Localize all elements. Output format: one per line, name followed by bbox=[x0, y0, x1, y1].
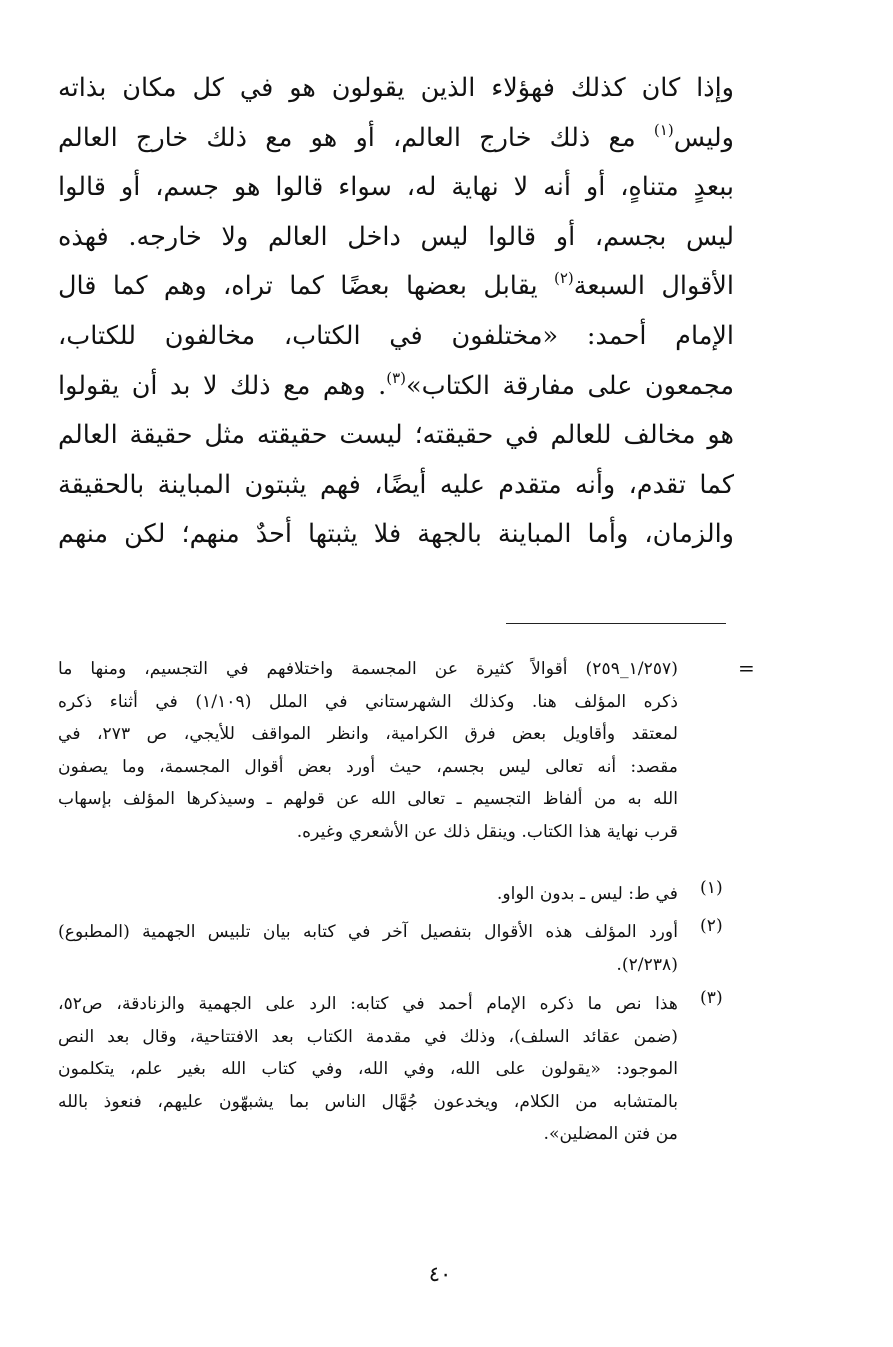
footnote-line: لمعتقد وأقاويل بعض فرق الكرامية، وانظر المواقف للأيجي، ص ٢٧٣، في bbox=[58, 724, 678, 745]
footnote-line: هذا نص ما ذكره الإمام أحمد في كتابه: الرد على الجهمية والزنادقة، ص٥٢، bbox=[58, 994, 678, 1014]
main-text-line: الإمام أحمد: «مختلفون في الكتاب، مخالفون للكتاب، bbox=[58, 320, 734, 351]
footnote-line: الموجود: «يقولون على الله، وفي الله، وفي كتاب الله بغير علم، يتكلمون bbox=[58, 1059, 678, 1080]
footnote-number: (١) bbox=[700, 878, 723, 898]
main-text-line: كما تقدم، وأنه متقدم عليه أيضًا، فهم يثبتون المباينة بالحقيقة bbox=[58, 469, 734, 500]
continuation-marker: = bbox=[738, 656, 755, 680]
footnote-2 bbox=[58, 916, 678, 981]
main-text-line: وإذا كان كذلك فهؤلاء الذين يقولون هو في كل مكان بذاته bbox=[58, 73, 734, 103]
footnote-line: (٢/٢٣٨). bbox=[616, 954, 678, 975]
main-text-line: وليس$^{(١)}$ مع ذلك خارج العالم، أو هو مع ذلك خارج العالم bbox=[58, 120, 734, 153]
footnote-line: (١/٢٥٧_٢٥٩) أقوالاً كثيرة عن المجسمة واختلافهم في التجسيم، ومنها ما bbox=[58, 659, 678, 679]
main-text-line: والزمان، وأما المباينة بالجهة فلا يثبتها أحدٌ منهم؛ لكن منهم bbox=[58, 519, 734, 550]
page-number: ٤٠ bbox=[428, 1262, 452, 1286]
footnote-line: في ط: ليس ـ بدون الواو. bbox=[496, 884, 678, 904]
footnote-line: قرب نهاية هذا الكتاب. وينقل ذلك عن الأشعري وغيره. bbox=[296, 821, 678, 842]
footnote-1 bbox=[58, 878, 678, 911]
footnote-line: الله به من ألفاظ التجسيم ـ تعالى الله عن قولهم ـ وسيذكرها المؤلف بإسهاب bbox=[58, 789, 678, 810]
footnote-ref[interactable]: (٣) bbox=[386, 368, 406, 387]
footnote-number: (٣) bbox=[700, 988, 723, 1008]
footnote-line: بالمتشابه من الكلام، ويخدعون جُهَّال الناس بما يشبهّون عليهم، فنعوذ بالله bbox=[58, 1091, 678, 1112]
main-text-line: ببعدٍ متناهٍ، أو أنه لا نهاية له، سواء قالوا هو جسم، أو قالوا bbox=[58, 172, 734, 203]
footnote-line: أورد المؤلف هذه الأقوال بتفصيل آخر في كتابه بيان تلبيس الجهمية (المطبوع) bbox=[58, 922, 678, 942]
footnote-line: من فتن المضلين». bbox=[543, 1124, 678, 1145]
main-text-block bbox=[58, 64, 734, 560]
footnote-separator bbox=[506, 623, 726, 624]
footnote-number: (٢) bbox=[700, 916, 723, 936]
footnote-ref[interactable]: (٢) bbox=[553, 269, 574, 288]
main-text-line: ليس بجسم، أو قالوا ليس داخل العالم ولا خارجه. فهذه bbox=[58, 221, 734, 252]
footnote-line: مقصد: أنه تعالى ليس بجسم، حيث أورد بعض أقوال المجسمة، وما يصفون bbox=[58, 756, 678, 777]
main-text-line: مجمعون على مفارقة الكتاب»$^{(٣)}$. وهم مع ذلك لا بد أن يقولوا bbox=[58, 368, 734, 401]
main-text-line: هو مخالف للعالم في حقيقته؛ ليست حقيقته مثل حقيقة العالم bbox=[58, 420, 734, 451]
footnote-line: ذكره المؤلف هنا. وكذلك الشهرستاني في الملل (١/١٠٩) في أثناء ذكره bbox=[58, 691, 678, 712]
main-text-line: الأقوال السبعة$^{(٢)}$ يقابل بعضها بعضًا كما تراه، وهم كما قال bbox=[58, 269, 734, 302]
footnote-ref[interactable]: (١) bbox=[653, 120, 674, 139]
footnote-continuation bbox=[58, 653, 678, 849]
footnote-line: (ضمن عقائد السلف)، وذلك في مقدمة الكتاب بعد الافتتاحية، وقال بعد النص bbox=[58, 1026, 678, 1047]
footnote-3 bbox=[58, 988, 678, 1151]
